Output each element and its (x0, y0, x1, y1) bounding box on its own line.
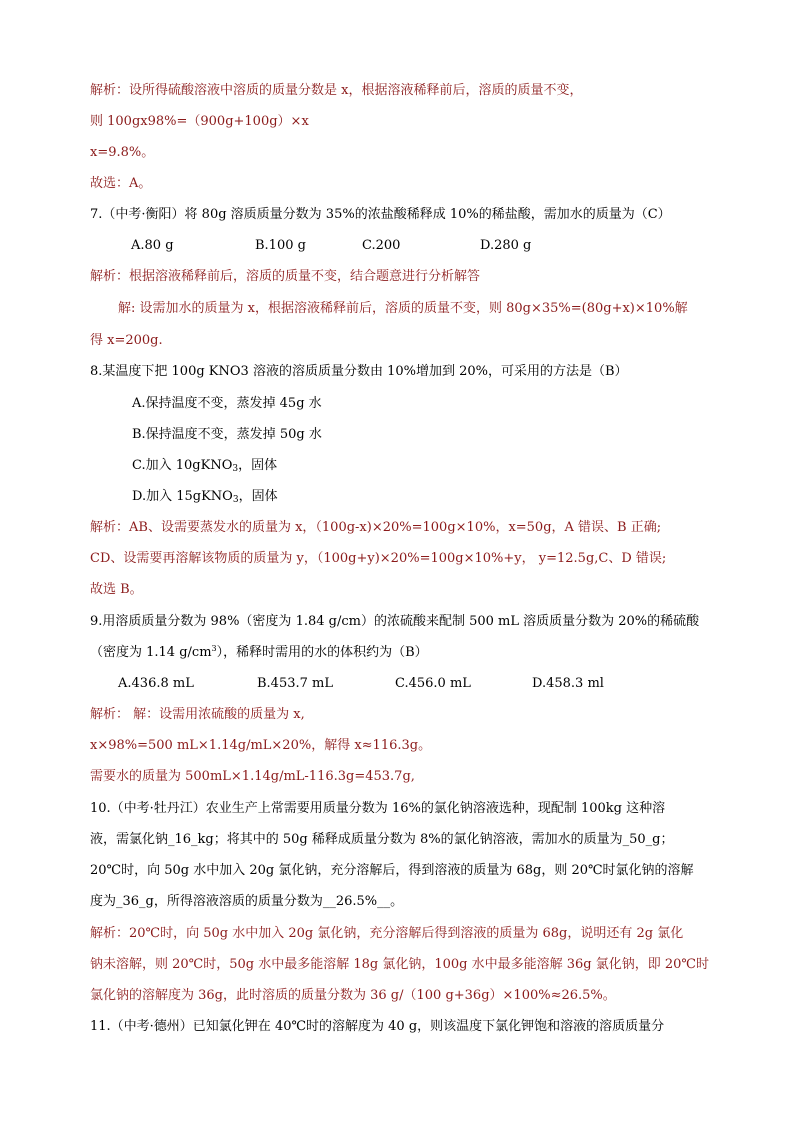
analysis-line: x×98%=500 mL×1.14g/mL×20%，解得 x≈116.3g。 (90, 738, 432, 753)
q9-option-d: D.458.3 ml (532, 676, 604, 691)
question-10-cont: 液，需氯化钠_16_kg；将其中的 50g 稀释成质量分数为 8%的氯化钠溶液，需加水的质量为_50_g； (90, 832, 674, 847)
q8-option-b: B.保持温度不变，蒸发掉 50g 水 (132, 427, 322, 442)
analysis-line: 则 100gx98%=（900g+100g）×x (90, 114, 309, 129)
analysis-line: x=9.8%。 (90, 145, 155, 160)
q7-option-d: D.280 g (480, 238, 532, 253)
q8-option-a: A.保持温度不变，蒸发掉 45g 水 (132, 396, 322, 411)
analysis-line: 钠未溶解，则 20℃时，50g 水中最多能溶解 18g 氯化钠，100g 水中最多能溶解 36g 氯化钠，即 20℃时 (90, 957, 709, 972)
q7-option-b: B.100 g (255, 238, 306, 253)
analysis-line: 需要水的质量为 500mL×1.14g/mL-116.3g=453.7g, (90, 769, 415, 784)
analysis-line: 解析：根据溶液稀释前后，溶质的质量不变，结合题意进行分析解答 (90, 269, 481, 284)
question-10-cont: 度为_36_g，所得溶液溶质的质量分数为__26.5%__。 (90, 894, 404, 909)
analysis-line: 解析： 解：设需用浓硫酸的质量为 x, (90, 707, 305, 722)
question-10: 10.（中考·牡丹江）农业生产上常需要用质量分数为 16%的氯化钠溶液选种，现配制 100kg 这种溶 (90, 801, 666, 816)
question-8: 8.某温度下把 100g KNO3 溶液的溶质质量分数由 10%增加到 20%，可采用的方法是（B） (90, 364, 628, 379)
question-10-cont: 20℃时，向 50g 水中加入 20g 氯化钠，充分溶解后，得到溶液的质量为 68g，则 20℃时氯化钠的溶解 (90, 863, 694, 878)
analysis-line: 故选 B。 (90, 582, 143, 597)
analysis-line: 解析：20℃时，向 50g 水中加入 20g 氯化钠，充分溶解后得到溶液的质量为 68g，说明还有 2g 氯化 (90, 926, 684, 941)
analysis-line: 氯化钠的溶解度为 36g，此时溶质的质量分数为 36 g/（100 g+36g）×100%≈26.5%。 (90, 988, 616, 1003)
analysis-line: 解析：AB、设需要蒸发水的质量为 x，（100g-x)×20%=100g×10%，x=50g，A 错误、B 正确; (90, 520, 662, 535)
analysis-line: 故选：A。 (90, 176, 152, 191)
q9-option-a: A.436.8 mL (118, 676, 194, 691)
q7-option-a: A.80 g (131, 238, 174, 253)
analysis-line: 解析：设所得硫酸溶液中溶质的质量分数是 x，根据溶液稀释前后，溶质的质量不变， (90, 83, 583, 98)
q8-option-c: C.加入 10gKNO$_3$，固体 (132, 458, 278, 474)
q7-option-c: C.200 (362, 238, 401, 253)
q9-option-c: C.456.0 mL (395, 676, 471, 691)
question-7: 7.（中考·衡阳）将 80g 溶质质量分数为 35%的浓盐酸稀释成 10%的稀盐酸，需加水的质量为（C） (90, 207, 671, 222)
q9-option-b: B.453.7 mL (257, 676, 333, 691)
question-9-cont: （密度为 1.14 $g/cm^3$），稀释时需用的水的体积约为（B） (90, 644, 428, 660)
analysis-line: 解: 设需加水的质量为 x，根据溶液稀释前后，溶质的质量不变，则 80g×35%=(80g+x)×10%解 (118, 301, 688, 316)
question-11: 11.（中考·德州）已知氯化钾在 40℃时的溶解度为 40 g，则该温度下氯化钾饱和溶液的溶质质量分 (90, 1019, 665, 1034)
question-9: 9.用溶质质量分数为 98%（密度为 1.84 g/cm）的浓硫酸来配制 500 mL 溶质质量分数为 20%的稀硫酸 (90, 614, 700, 629)
analysis-line: 得 x=200g. (90, 333, 163, 348)
analysis-line: CD、设需要再溶解该物质的质量为 y，（100g+y)×20%=100g×10%+y， y=12.5g,C、D 错误; (90, 551, 667, 566)
q8-option-d: D.加入 15gKNO$_3$，固体 (132, 489, 278, 505)
